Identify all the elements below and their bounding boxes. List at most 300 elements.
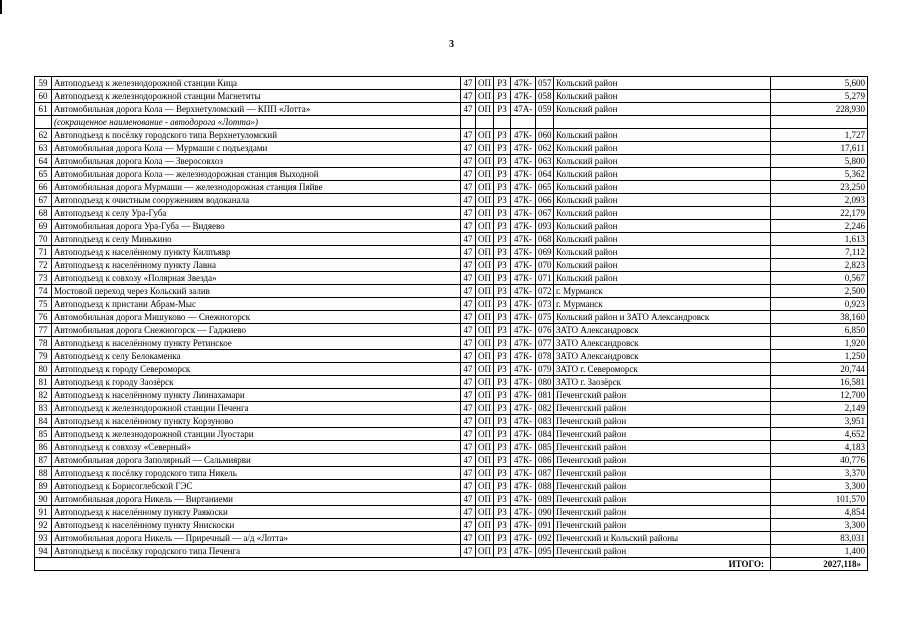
road-code: 076 xyxy=(536,324,554,337)
row-number: 69 xyxy=(35,220,52,233)
road-type: ОП xyxy=(476,129,494,142)
road-prefix: 47К- xyxy=(511,285,536,298)
road-category: РЗ xyxy=(494,376,511,389)
row-number: 85 xyxy=(35,428,52,441)
road-prefix: 47К- xyxy=(511,532,536,545)
road-code: 080 xyxy=(536,376,554,389)
road-code: 083 xyxy=(536,415,554,428)
road-length: 1,250 xyxy=(771,350,868,363)
region-code: 47 xyxy=(461,350,476,363)
road-name: Автомобильная дорога Снежногорск — Гаджиево xyxy=(52,324,461,337)
road-type: ОП xyxy=(476,220,494,233)
table-row xyxy=(35,168,868,181)
road-name: Автоподъезд к селу Белокаменка xyxy=(52,350,461,363)
road-type: ОП xyxy=(476,363,494,376)
table-row xyxy=(35,402,868,415)
table-row xyxy=(35,246,868,259)
district: г. Мурманск xyxy=(554,285,771,298)
region-code: 47 xyxy=(461,402,476,415)
table-row xyxy=(35,324,868,337)
road-prefix: 47А- xyxy=(511,103,536,116)
road-type: ОП xyxy=(476,298,494,311)
road-category: РЗ xyxy=(494,298,511,311)
road-category: РЗ xyxy=(494,441,511,454)
table-row xyxy=(35,272,868,285)
table-row xyxy=(35,454,868,467)
region-code: 47 xyxy=(461,415,476,428)
road-category: РЗ xyxy=(494,363,511,376)
road-category: РЗ xyxy=(494,220,511,233)
road-name: Автоподъезд к совхозу «Полярная Звезда» xyxy=(52,272,461,285)
road-category: РЗ xyxy=(494,246,511,259)
road-length: 1,613 xyxy=(771,233,868,246)
road-category: РЗ xyxy=(494,519,511,532)
region-code: 47 xyxy=(461,181,476,194)
row-number: 76 xyxy=(35,311,52,324)
road-code: 063 xyxy=(536,155,554,168)
road-name: Автоподъезд к населённому пункту Лиинахамари xyxy=(52,389,461,402)
district: Кольский район xyxy=(554,168,771,181)
road-code: 067 xyxy=(536,207,554,220)
region-code: 47 xyxy=(461,363,476,376)
table-row xyxy=(35,220,868,233)
road-category: РЗ xyxy=(494,389,511,402)
region-code xyxy=(461,116,476,129)
total-row xyxy=(35,558,868,571)
road-category: РЗ xyxy=(494,168,511,181)
road-code: 085 xyxy=(536,441,554,454)
road-name: Автомобильная дорога Никель — Виртаниеми xyxy=(52,493,461,506)
region-code: 47 xyxy=(461,285,476,298)
road-length: 38,160 xyxy=(771,311,868,324)
road-length: 3,300 xyxy=(771,519,868,532)
road-name: Автомобильная дорога Мурмаши — железнодорожная станция Пяйве xyxy=(52,181,461,194)
road-length: 22,179 xyxy=(771,207,868,220)
road-code: 058 xyxy=(536,90,554,103)
row-number: 78 xyxy=(35,337,52,350)
region-code: 47 xyxy=(461,168,476,181)
total-label: ИТОГО: xyxy=(35,558,771,571)
road-code: 092 xyxy=(536,532,554,545)
road-length: 16,581 xyxy=(771,376,868,389)
road-length: 40,776 xyxy=(771,454,868,467)
road-code: 095 xyxy=(536,545,554,558)
table-row xyxy=(35,207,868,220)
road-category: РЗ xyxy=(494,467,511,480)
road-name: Автоподъезд к селу Минькино xyxy=(52,233,461,246)
road-prefix: 47К- xyxy=(511,194,536,207)
table-row xyxy=(35,441,868,454)
road-length: 4,183 xyxy=(771,441,868,454)
road-prefix: 47К- xyxy=(511,350,536,363)
road-name: Автоподъезд к селу Ура-Губа xyxy=(52,207,461,220)
region-code: 47 xyxy=(461,220,476,233)
road-type: ОП xyxy=(476,350,494,363)
road-code: 087 xyxy=(536,467,554,480)
road-type: ОП xyxy=(476,142,494,155)
road-type: ОП xyxy=(476,285,494,298)
road-length: 2,823 xyxy=(771,259,868,272)
road-type: ОП xyxy=(476,246,494,259)
road-category: РЗ xyxy=(494,77,511,90)
road-category: РЗ xyxy=(494,506,511,519)
road-type: ОП xyxy=(476,454,494,467)
road-code: 086 xyxy=(536,454,554,467)
road-name: Автомобильная дорога Кола — Верхнетуломский — КПП «Лотта» xyxy=(52,103,461,116)
road-prefix: 47К- xyxy=(511,493,536,506)
road-type: ОП xyxy=(476,545,494,558)
row-number: 79 xyxy=(35,350,52,363)
road-code: 057 xyxy=(536,77,554,90)
road-length: 3,300 xyxy=(771,480,868,493)
table-row xyxy=(35,233,868,246)
table-row xyxy=(35,519,868,532)
road-code: 072 xyxy=(536,285,554,298)
district: Печенгский район xyxy=(554,467,771,480)
road-type: ОП xyxy=(476,324,494,337)
table-row xyxy=(35,532,868,545)
road-code: 059 xyxy=(536,103,554,116)
district: Печенгский район xyxy=(554,441,771,454)
row-number: 62 xyxy=(35,129,52,142)
region-code: 47 xyxy=(461,129,476,142)
road-prefix: 47К- xyxy=(511,168,536,181)
row-number: 74 xyxy=(35,285,52,298)
road-type: ОП xyxy=(476,480,494,493)
road-prefix: 47К- xyxy=(511,376,536,389)
road-code: 060 xyxy=(536,129,554,142)
road-length: 12,700 xyxy=(771,389,868,402)
row-number: 91 xyxy=(35,506,52,519)
row-number: 84 xyxy=(35,415,52,428)
row-number: 83 xyxy=(35,402,52,415)
road-name: (сокращенное наименование - автодорога «Лотта») xyxy=(52,116,461,129)
road-type: ОП xyxy=(476,90,494,103)
road-category: РЗ xyxy=(494,454,511,467)
region-code: 47 xyxy=(461,519,476,532)
road-name: Автоподъезд к Борисоглебской ГЭС xyxy=(52,480,461,493)
road-name: Автоподъезд к населённому пункту Янискоски xyxy=(52,519,461,532)
district: Кольский район xyxy=(554,181,771,194)
road-length: 1,920 xyxy=(771,337,868,350)
road-length: 4,854 xyxy=(771,506,868,519)
region-code: 47 xyxy=(461,259,476,272)
road-name: Автоподъезд к пристани Абрам-Мыс xyxy=(52,298,461,311)
district: Печенгский район xyxy=(554,480,771,493)
region-code: 47 xyxy=(461,142,476,155)
row-number: 66 xyxy=(35,181,52,194)
row-number: 72 xyxy=(35,259,52,272)
road-length: 83,031 xyxy=(771,532,868,545)
road-type: ОП xyxy=(476,103,494,116)
road-name: Автоподъезд к городу Заозёрск xyxy=(52,376,461,389)
district: Кольский район xyxy=(554,272,771,285)
district: Печенгский район xyxy=(554,493,771,506)
road-prefix: 47К- xyxy=(511,428,536,441)
road-category: РЗ xyxy=(494,155,511,168)
road-prefix: 47К- xyxy=(511,480,536,493)
road-code: 064 xyxy=(536,168,554,181)
road-name: Автоподъезд к совхозу «Северный» xyxy=(52,441,461,454)
region-code: 47 xyxy=(461,493,476,506)
road-prefix: 47К- xyxy=(511,311,536,324)
road-length: 5,600 xyxy=(771,77,868,90)
road-type: ОП xyxy=(476,428,494,441)
total-value: 2027,118» xyxy=(771,558,868,571)
road-type: ОП xyxy=(476,402,494,415)
road-code: 073 xyxy=(536,298,554,311)
row-number: 81 xyxy=(35,376,52,389)
road-prefix xyxy=(511,116,536,129)
road-code: 091 xyxy=(536,519,554,532)
road-category: РЗ xyxy=(494,402,511,415)
road-length: 3,951 xyxy=(771,415,868,428)
road-code: 077 xyxy=(536,337,554,350)
road-type: ОП xyxy=(476,389,494,402)
row-number: 89 xyxy=(35,480,52,493)
district: Кольский район и ЗАТО Александровск xyxy=(554,311,771,324)
road-category: РЗ xyxy=(494,493,511,506)
region-code: 47 xyxy=(461,376,476,389)
road-length: 0,567 xyxy=(771,272,868,285)
road-prefix: 47К- xyxy=(511,324,536,337)
road-category: РЗ xyxy=(494,337,511,350)
road-prefix: 47К- xyxy=(511,272,536,285)
road-category: РЗ xyxy=(494,142,511,155)
road-code: 081 xyxy=(536,389,554,402)
road-length: 4,652 xyxy=(771,428,868,441)
table-row xyxy=(35,103,868,116)
road-category: РЗ xyxy=(494,311,511,324)
road-type: ОП xyxy=(476,493,494,506)
road-name: Автомобильная дорога Заполярный — Сальмиярви xyxy=(52,454,461,467)
road-prefix: 47К- xyxy=(511,207,536,220)
road-prefix: 47К- xyxy=(511,545,536,558)
road-category: РЗ xyxy=(494,272,511,285)
district: Кольский район xyxy=(554,129,771,142)
road-name: Автоподъезд к посёлку городского типа Никель xyxy=(52,467,461,480)
road-prefix: 47К- xyxy=(511,402,536,415)
table-row xyxy=(35,363,868,376)
row-number: 61 xyxy=(35,103,52,116)
table-row xyxy=(35,376,868,389)
road-prefix: 47К- xyxy=(511,337,536,350)
district: ЗАТО г. Североморск xyxy=(554,363,771,376)
road-name: Автомобильная дорога Мишуково — Снежногорск xyxy=(52,311,461,324)
road-code: 075 xyxy=(536,311,554,324)
road-name: Автомобильная дорога Кола — железнодорожная станция Выходной xyxy=(52,168,461,181)
road-code: 070 xyxy=(536,259,554,272)
road-code xyxy=(536,116,554,129)
road-type xyxy=(476,116,494,129)
road-prefix: 47К- xyxy=(511,415,536,428)
table-row xyxy=(35,337,868,350)
road-name: Автоподъезд к железнодорожной станции Кица xyxy=(52,77,461,90)
road-length: 17,611 xyxy=(771,142,868,155)
road-category: РЗ xyxy=(494,233,511,246)
row-number xyxy=(35,116,52,129)
table-row xyxy=(35,181,868,194)
road-code: 090 xyxy=(536,506,554,519)
road-length: 101,570 xyxy=(771,493,868,506)
region-code: 47 xyxy=(461,337,476,350)
road-length: 228,930 xyxy=(771,103,868,116)
district: ЗАТО Александровск xyxy=(554,350,771,363)
road-name: Автоподъезд к железнодорожной станции Магнетиты xyxy=(52,90,461,103)
row-number: 88 xyxy=(35,467,52,480)
table-row xyxy=(35,194,868,207)
road-category: РЗ xyxy=(494,285,511,298)
road-category: РЗ xyxy=(494,324,511,337)
road-category: РЗ xyxy=(494,207,511,220)
road-code: 078 xyxy=(536,350,554,363)
road-code: 093 xyxy=(536,220,554,233)
road-prefix: 47К- xyxy=(511,220,536,233)
road-prefix: 47К- xyxy=(511,90,536,103)
district: Кольский район xyxy=(554,259,771,272)
region-code: 47 xyxy=(461,103,476,116)
road-type: ОП xyxy=(476,207,494,220)
road-type: ОП xyxy=(476,519,494,532)
road-category xyxy=(494,116,511,129)
district: Кольский район xyxy=(554,90,771,103)
road-name: Автоподъезд к очистным сооружениям водоканала xyxy=(52,194,461,207)
road-prefix: 47К- xyxy=(511,441,536,454)
region-code: 47 xyxy=(461,532,476,545)
district: Печенгский район xyxy=(554,519,771,532)
region-code: 47 xyxy=(461,311,476,324)
road-category: РЗ xyxy=(494,194,511,207)
table-row xyxy=(35,350,868,363)
district: Печенгский район xyxy=(554,389,771,402)
region-code: 47 xyxy=(461,480,476,493)
road-category: РЗ xyxy=(494,532,511,545)
road-prefix: 47К- xyxy=(511,298,536,311)
road-type: ОП xyxy=(476,181,494,194)
road-name: Автоподъезд к населённому пункту Корзуново xyxy=(52,415,461,428)
region-code: 47 xyxy=(461,389,476,402)
region-code: 47 xyxy=(461,324,476,337)
road-type: ОП xyxy=(476,337,494,350)
road-type: ОП xyxy=(476,77,494,90)
table-row xyxy=(35,129,868,142)
row-number: 64 xyxy=(35,155,52,168)
district: Кольский район xyxy=(554,246,771,259)
road-type: ОП xyxy=(476,311,494,324)
district: Кольский район xyxy=(554,77,771,90)
road-name: Автомобильная дорога Кола — Мурмаши с подъездами xyxy=(52,142,461,155)
road-code: 082 xyxy=(536,402,554,415)
road-name: Автоподъезд к посёлку городского типа Печенга xyxy=(52,545,461,558)
region-code: 47 xyxy=(461,467,476,480)
road-length: 5,362 xyxy=(771,168,868,181)
district xyxy=(554,116,771,129)
table-row xyxy=(35,389,868,402)
road-length: 7,112 xyxy=(771,246,868,259)
region-code: 47 xyxy=(461,155,476,168)
road-length: 2,093 xyxy=(771,194,868,207)
road-name: Автоподъезд к населённому пункту Раякоски xyxy=(52,506,461,519)
row-number: 80 xyxy=(35,363,52,376)
region-code: 47 xyxy=(461,298,476,311)
region-code: 47 xyxy=(461,545,476,558)
row-number: 94 xyxy=(35,545,52,558)
row-number: 92 xyxy=(35,519,52,532)
table-row xyxy=(35,415,868,428)
region-code: 47 xyxy=(461,272,476,285)
row-number: 73 xyxy=(35,272,52,285)
road-type: ОП xyxy=(476,532,494,545)
road-type: ОП xyxy=(476,272,494,285)
road-name: Мостовой переход через Кольский залив xyxy=(52,285,461,298)
road-name: Автомобильная дорога Никель — Приречный — а/д «Лотта» xyxy=(52,532,461,545)
road-prefix: 47К- xyxy=(511,129,536,142)
table-row xyxy=(35,90,868,103)
road-name: Автоподъезд к населённому пункту Лавна xyxy=(52,259,461,272)
district: ЗАТО Александровск xyxy=(554,324,771,337)
road-category: РЗ xyxy=(494,480,511,493)
table-row xyxy=(35,259,868,272)
road-length: 2,149 xyxy=(771,402,868,415)
road-length: 5,800 xyxy=(771,155,868,168)
roads-table xyxy=(34,76,868,571)
road-length: 0,923 xyxy=(771,298,868,311)
row-number: 67 xyxy=(35,194,52,207)
road-length: 2,246 xyxy=(771,220,868,233)
road-type: ОП xyxy=(476,155,494,168)
road-category: РЗ xyxy=(494,545,511,558)
road-name: Автоподъезд к железнодорожной станции Луостари xyxy=(52,428,461,441)
row-number: 60 xyxy=(35,90,52,103)
road-type: ОП xyxy=(476,467,494,480)
district: Кольский район xyxy=(554,142,771,155)
district: Печенгский район xyxy=(554,506,771,519)
table-row xyxy=(35,285,868,298)
road-code: 089 xyxy=(536,493,554,506)
road-type: ОП xyxy=(476,233,494,246)
table-row xyxy=(35,480,868,493)
row-number: 90 xyxy=(35,493,52,506)
roads-table-body xyxy=(35,77,868,571)
road-category: РЗ xyxy=(494,90,511,103)
row-number: 82 xyxy=(35,389,52,402)
row-number: 93 xyxy=(35,532,52,545)
road-code: 065 xyxy=(536,181,554,194)
row-number: 75 xyxy=(35,298,52,311)
road-length: 6,850 xyxy=(771,324,868,337)
road-code: 068 xyxy=(536,233,554,246)
road-category: РЗ xyxy=(494,415,511,428)
road-code: 071 xyxy=(536,272,554,285)
row-number: 71 xyxy=(35,246,52,259)
table-row xyxy=(35,467,868,480)
row-number: 59 xyxy=(35,77,52,90)
road-length: 23,250 xyxy=(771,181,868,194)
road-type: ОП xyxy=(476,506,494,519)
row-number: 86 xyxy=(35,441,52,454)
region-code: 47 xyxy=(461,233,476,246)
road-type: ОП xyxy=(476,415,494,428)
road-type: ОП xyxy=(476,441,494,454)
road-name: Автоподъезд к городу Североморск xyxy=(52,363,461,376)
district: Кольский район xyxy=(554,220,771,233)
district: Печенгский и Кольский районы xyxy=(554,532,771,545)
road-type: ОП xyxy=(476,376,494,389)
district: Кольский район xyxy=(554,103,771,116)
region-code: 47 xyxy=(461,90,476,103)
left-margin-mark xyxy=(0,0,2,14)
district: ЗАТО Александровск xyxy=(554,337,771,350)
